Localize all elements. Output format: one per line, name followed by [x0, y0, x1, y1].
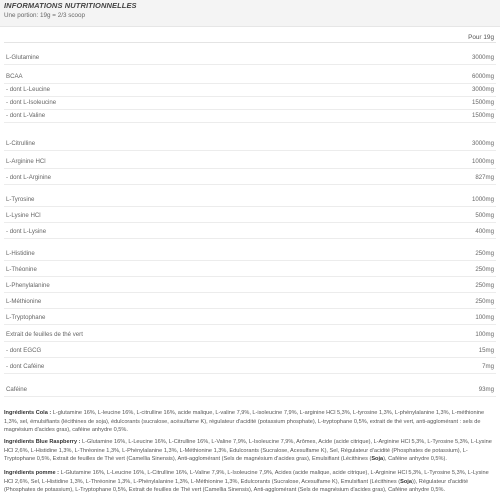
nutrient-name: - dont L-Arginine	[6, 174, 52, 181]
nutrient-name: Extrait de feuilles de thé vert	[6, 331, 83, 338]
nutrient-row	[4, 341, 496, 358]
nutrient-value: 1500mg	[471, 112, 494, 119]
nutrient-row	[4, 190, 496, 207]
nutrient-name: - dont L-Isoleucine	[6, 99, 57, 106]
nutrient-name: - dont EGCG	[6, 347, 42, 354]
nutrient-value: 250mg	[475, 282, 494, 289]
nutrient-row	[4, 152, 496, 169]
allergen-soja: Soja	[400, 478, 412, 485]
nutrient-value: 3000mg	[471, 86, 494, 93]
nutrient-name: L-Tyrosine	[6, 196, 35, 203]
nutrient-value: 3000mg	[471, 54, 494, 61]
nutrient-value: 6000mg	[471, 73, 494, 80]
nutrient-row	[4, 168, 496, 185]
nutrient-row	[4, 325, 496, 342]
nutrient-row	[4, 292, 496, 309]
nutrient-row	[4, 106, 496, 123]
nutrient-name: - dont Caféine	[6, 363, 45, 370]
nutrient-value: 400mg	[475, 228, 494, 235]
ingredients-blue-raspberry	[4, 438, 496, 464]
nutrient-name: L-Théonine	[6, 266, 37, 273]
nutrient-value: 100mg	[475, 331, 494, 338]
ingredients-apple-text-end: )), Régulateur d'acidité (Phosphates de potassium), L-Tryptophane 0,5%, Extrait de feuilles de Thé vert (Camellia Sinensis), Anti-agglomérant (Sels de magnésium d'acides gras), Caféine anhydre 0,5%.	[4, 478, 469, 493]
nutrient-name: L-Phenylalanine	[6, 282, 50, 289]
nutrient-value: 1500mg	[471, 99, 494, 106]
ingredients-raspberry-text: L-Glutamine 16%, L-Leucine 16%, L-Citrulline 16%, L-Valine 7,9%, L-Isoleucine 7,9%, Arômes, Acide (acide citrique), L-Arginine HCl 5,3%, L-Tyrosine 5,3%, L-Lysine HCl 2,6%, L-Histidine 1,3%, L-Thréonine 1,3%, L-Phénylalanine 1,3%, L-Méthionine 1,3%, Edulcorants (Sucralose, Acesulfame K), Sel, Régulateur d'acidité (Phosphates de potassium), L-Tryptophane 0,5%, Extrait de feuilles de Thé vert (Camellia Sinensis), Anti-agglomérant (Sels de magnésium d'acides gras), Emulsifiant (Lécithines (	[4, 439, 492, 462]
nutrient-value: 500mg	[475, 212, 494, 219]
nutrient-name: - dont L-Lysine	[6, 228, 47, 235]
ingredients-apple-label: Ingrédients pomme :	[4, 470, 60, 476]
nutrient-value: 250mg	[475, 298, 494, 305]
nutrient-row	[4, 244, 496, 261]
ingredients-pomme	[4, 469, 496, 495]
header-divider	[4, 42, 496, 43]
nutrient-name: L-Tryptophane	[6, 314, 46, 321]
nutrient-value: 7mg	[482, 363, 494, 370]
nutrient-name: L-Citrulline	[6, 140, 36, 147]
nutrient-value: 1000mg	[471, 158, 494, 165]
nutrient-value: 3000mg	[471, 140, 494, 147]
ingredients-cola-label: Ingrédients Cola :	[4, 410, 52, 416]
nutrient-row	[4, 48, 496, 65]
nutrient-row	[4, 260, 496, 277]
nutrient-value: 827mg	[475, 174, 494, 181]
nutrient-name: Caféine	[6, 386, 28, 393]
allergen-soja: Soja	[371, 456, 384, 462]
nutrient-name: - dont L-Leucine	[6, 86, 51, 93]
nutrient-value: 93mg	[478, 386, 494, 393]
nutrient-value: 15mg	[478, 347, 494, 354]
nutrient-row	[4, 222, 496, 239]
ingredients-apple-text: L-Glutamine 16%, L-Leucine 16%, L-Citrulline 16%, L-Valine 7,9%, L-Isoleucine 7,9%, Acides (acide malique, acide citrique), L-Arginine HCl 5,3%, L-Tyrosine 5,3%, L-Lysine HCl 2,6%, Sel, L-Histidine 1,3%, L-Thréonine 1,3%, L-Phénylalanine 1,3%, L-Méthionine 1,3%, Edulcorants (Sucralose, Acesulfame K), Emulsifiant (Lécithines (	[4, 470, 489, 485]
nutrient-value: 250mg	[475, 266, 494, 273]
ingredients-raspberry-text-end: ), Caféine anhydre 0,5%).	[383, 456, 447, 462]
nutrient-value: 100mg	[475, 314, 494, 321]
nutrient-row	[4, 308, 496, 325]
nutrient-row	[4, 380, 496, 397]
nutrient-name: L-Glutamine	[6, 54, 40, 61]
nutrient-row	[4, 134, 496, 151]
ingredients-cola-text: L-glutamine 16%, L-leucine 16%, L-citrulline 16%, acide malique, L-valine 7,9%, L-isoleucine 7,9%, L-arginine HCl 5,3%, L-tyrosine 1,3%, L-phénylalanine 1,3%, L-méthionine 1,3%, sel, émulsifiants (lécithines de soja), édulcorants (sucralose, acésulfame K), régulateur d'acidité (potassium phosphate), L-tryptophane 0,5%, extrait de thé vert, anti-agglomérant : sels de magnésium d'acides gras), caféine anhydre 0,5%.	[4, 410, 485, 433]
nutrient-row	[4, 276, 496, 293]
ingredients-cola	[4, 409, 496, 435]
ingredients-raspberry-label: Ingrédients Blue Raspberry :	[4, 439, 81, 445]
nutrient-value: 1000mg	[471, 196, 494, 203]
nutrient-name: L-Histidine	[6, 250, 35, 257]
column-header: Pour 19g	[468, 34, 494, 41]
portion-size: Une portion: 19g = 2/3 scoop	[4, 12, 86, 19]
nutrient-name: L-Méthionine	[6, 298, 42, 305]
nutrient-row	[4, 357, 496, 374]
nutrient-name: - dont L-Valine	[6, 112, 46, 119]
nutrient-name: L-Arginine HCl	[6, 158, 46, 165]
nutrition-header	[0, 0, 500, 27]
nutrient-name: BCAA	[6, 73, 23, 80]
nutrient-name: L-Lysine HCl	[6, 212, 41, 219]
nutrient-value: 250mg	[475, 250, 494, 257]
nutrition-title: INFORMATIONS NUTRITIONNELLES	[4, 1, 137, 10]
nutrient-row	[4, 206, 496, 223]
